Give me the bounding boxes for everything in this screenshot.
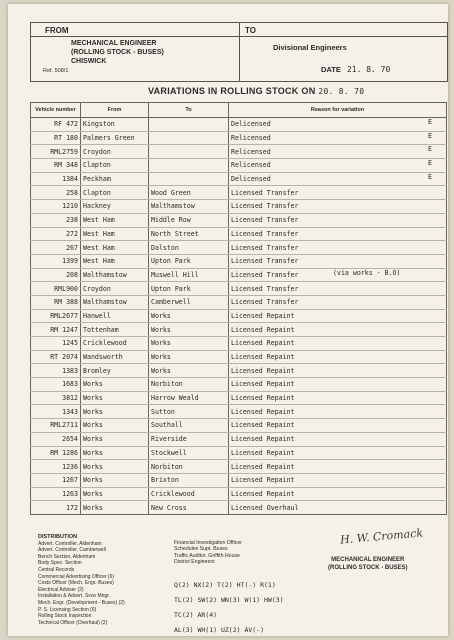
- vehicle-number-cell: RM 1247: [31, 323, 81, 337]
- to-cell: Works: [149, 309, 229, 323]
- to-cell: Dalston: [149, 241, 229, 255]
- financial-recipient-line: District Engineers: [174, 559, 215, 566]
- reason-cell: [229, 131, 447, 145]
- reason-text: Licensed Repaint: [231, 325, 295, 334]
- to-cell: Norbiton: [149, 378, 229, 392]
- table-row: [31, 364, 447, 378]
- reason-cell: [229, 227, 447, 241]
- distribution-line: Rolling Stock Inspection: [38, 613, 92, 620]
- title-date: 20. 8. 70: [318, 87, 365, 96]
- to-cell: Muswell Hill: [149, 268, 229, 282]
- to-cell: Works: [149, 337, 229, 351]
- table-row: [31, 186, 447, 200]
- date-value: 21. 8. 70: [346, 65, 391, 74]
- to-cell: Southall: [149, 419, 229, 433]
- reason-text: Licensed Transfer: [231, 188, 299, 197]
- to-cell: Harrow Weald: [149, 391, 229, 405]
- vehicle-number-cell: 1399: [31, 254, 81, 268]
- reason-text: Licensed Repaint: [231, 407, 295, 416]
- reference-number: Ref. 508/1: [43, 68, 69, 74]
- distribution-line: Costs Officer (Mech. Engr.-Buses): [38, 580, 114, 587]
- vehicle-number-cell: RF 472: [31, 118, 81, 132]
- reason-text: Licensed Repaint: [231, 366, 295, 375]
- vehicle-number-cell: 1210: [31, 200, 81, 214]
- from-cell: Tottenham: [81, 323, 149, 337]
- vehicle-number-cell: 1236: [31, 460, 81, 474]
- vehicle-number-cell: 1343: [31, 405, 81, 419]
- reason-cell: [229, 364, 447, 378]
- to-cell: [149, 172, 229, 186]
- vehicle-number-cell: RML2677: [31, 309, 81, 323]
- distribution-title: DISTRIBUTION: [38, 534, 78, 540]
- from-cell: Wandsworth: [81, 350, 149, 364]
- to-cell: Camberwell: [149, 295, 229, 309]
- from-address: [71, 39, 164, 66]
- table-body: [31, 118, 447, 515]
- table-row: [31, 473, 447, 487]
- table-row: [31, 323, 447, 337]
- from-line-3: CHISWICK: [71, 58, 107, 65]
- to-cell: Norbiton: [149, 460, 229, 474]
- to-cell: Upton Park: [149, 282, 229, 296]
- garage-code-line: AL(3) WH(1) UZ(2) AV(-): [174, 626, 265, 634]
- from-cell: Works: [81, 446, 149, 460]
- distribution-line: Commercial Advertising Officer (6): [38, 573, 115, 580]
- vehicle-number-cell: 2654: [31, 432, 81, 446]
- from-cell: Peckham: [81, 172, 149, 186]
- header-box: [30, 22, 448, 82]
- reason-text: Licensed Transfer: [231, 229, 299, 238]
- to-cell: Brixton: [149, 473, 229, 487]
- reason-text: Licensed Repaint: [231, 462, 295, 471]
- to-cell: Works: [149, 323, 229, 337]
- garage-code-line: TC(2) AR(4): [174, 611, 218, 619]
- vehicle-number-cell: RML2711: [31, 419, 81, 433]
- vehicle-number-cell: 1383: [31, 364, 81, 378]
- table-row: [31, 295, 447, 309]
- header-divider: [239, 23, 240, 81]
- table-row: [31, 254, 447, 268]
- distribution-line: Electrical Adviser (2): [38, 586, 84, 593]
- reason-text: Licensed Transfer: [231, 257, 299, 266]
- financial-recipient-line: Financial Investigation Officer: [174, 540, 242, 546]
- reason-text: Licensed Repaint: [231, 353, 295, 362]
- reason-cell: [229, 159, 447, 173]
- distribution-line: Body Spec. Section: [38, 560, 82, 567]
- distribution-line: Mech. Engr. (Development - Buses) (2): [38, 599, 125, 606]
- reason-text: Licensed Repaint: [231, 394, 295, 403]
- reason-text: Relicensed: [231, 161, 271, 170]
- table-row: [31, 378, 447, 392]
- header-reason: Reason for variation: [229, 103, 447, 118]
- from-cell: West Ham: [81, 213, 149, 227]
- vehicle-number-cell: RML900: [31, 282, 81, 296]
- garage-code-line: Q(2) NX(2) T(2) HT(-) R(1): [174, 581, 276, 589]
- from-cell: Works: [81, 473, 149, 487]
- table-row: [31, 309, 447, 323]
- to-cell: Sutton: [149, 405, 229, 419]
- reason-text: Licensed Repaint: [231, 435, 295, 444]
- table-row: [31, 460, 447, 474]
- table-row: [31, 172, 447, 186]
- reason-text: Licensed Repaint: [231, 421, 295, 430]
- reason-text: Licensed Repaint: [231, 380, 295, 389]
- table-row: [31, 268, 447, 282]
- vehicle-number-cell: RT 2074: [31, 350, 81, 364]
- distribution-line: P. S. Licensing Section (6): [38, 606, 97, 613]
- reason-cell: [229, 378, 447, 392]
- to-rule: [239, 36, 447, 37]
- reason-cell: [229, 446, 447, 460]
- vehicle-number-cell: 3812: [31, 391, 81, 405]
- financial-recipient-line: Schedules Supt. Buses: [174, 546, 228, 553]
- from-cell: Works: [81, 432, 149, 446]
- to-cell: Walthamstow: [149, 200, 229, 214]
- vehicle-number-cell: 1245: [31, 337, 81, 351]
- reason-flag: E: [428, 131, 432, 140]
- title-text: VARIATIONS IN ROLLING STOCK ON: [148, 86, 316, 96]
- from-cell: West Ham: [81, 227, 149, 241]
- from-cell: West Ham: [81, 254, 149, 268]
- reason-cell: [229, 432, 447, 446]
- from-cell: Hackney: [81, 200, 149, 214]
- distribution-line: Advert. Controller, Camberwell: [38, 547, 106, 554]
- reason-text: Delicensed: [231, 120, 271, 129]
- reason-note: (via works - B.O): [333, 268, 401, 277]
- table-header-row: [31, 103, 447, 118]
- from-line-1: MECHANICAL ENGINEER: [71, 40, 157, 47]
- reason-text: Licensed Transfer: [231, 270, 299, 279]
- to-cell: Riverside: [149, 432, 229, 446]
- reason-text: Licensed Transfer: [231, 202, 299, 211]
- signature-title-line-2: (ROLLING STOCK - BUSES): [328, 565, 408, 571]
- reason-text: Licensed Transfer: [231, 243, 299, 252]
- vehicle-number-cell: RM 348: [31, 159, 81, 173]
- to-cell: [149, 145, 229, 159]
- vehicle-number-cell: 258: [31, 186, 81, 200]
- vehicle-number-cell: RML2759: [31, 145, 81, 159]
- distribution-line: Installation & Advert. Svce Mngr.: [38, 593, 110, 600]
- table-row: [31, 159, 447, 173]
- to-cell: Stockwell: [149, 446, 229, 460]
- from-cell: Hanwell: [81, 309, 149, 323]
- vehicle-number-cell: RM 388: [31, 295, 81, 309]
- table-row: [31, 391, 447, 405]
- header-vehicle-number: Vehicle number: [31, 103, 81, 118]
- reason-text: Relicensed: [231, 147, 271, 156]
- from-cell: Palmers Green: [81, 131, 149, 145]
- table-row: [31, 419, 447, 433]
- garage-code-line: TL(2) SW(2) WN(3) W(1) HW(3): [174, 596, 284, 604]
- from-cell: Works: [81, 378, 149, 392]
- table-row: [31, 501, 447, 515]
- from-cell: Works: [81, 391, 149, 405]
- vehicle-number-cell: 1384: [31, 172, 81, 186]
- to-cell: Cricklewood: [149, 487, 229, 501]
- vehicle-number-cell: 267: [31, 241, 81, 255]
- table-row: [31, 145, 447, 159]
- from-cell: Walthamstow: [81, 268, 149, 282]
- to-cell: New Cross: [149, 501, 229, 515]
- from-cell: Clapton: [81, 159, 149, 173]
- from-cell: Works: [81, 405, 149, 419]
- reason-cell: [229, 172, 447, 186]
- reason-cell: [229, 213, 447, 227]
- table-row: [31, 241, 447, 255]
- reason-cell: [229, 295, 447, 309]
- header-from: From: [81, 103, 149, 118]
- distribution-list: [38, 534, 125, 626]
- reason-cell: [229, 460, 447, 474]
- to-cell: Wood Green: [149, 186, 229, 200]
- from-cell: West Ham: [81, 241, 149, 255]
- reason-flag: E: [428, 118, 432, 126]
- table-row: [31, 487, 447, 501]
- from-cell: Clapton: [81, 186, 149, 200]
- reason-text: Licensed Transfer: [231, 216, 299, 225]
- reason-cell: [229, 118, 447, 132]
- to-cell: [149, 131, 229, 145]
- table-row: [31, 446, 447, 460]
- from-line-2: (ROLLING STOCK - BUSES): [71, 49, 164, 56]
- reason-cell: [229, 268, 447, 282]
- reason-text: Licensed Transfer: [231, 284, 299, 293]
- from-cell: Walthamstow: [81, 295, 149, 309]
- from-cell: Works: [81, 419, 149, 433]
- reason-cell: [229, 200, 447, 214]
- to-cell: North Street: [149, 227, 229, 241]
- to-cell: Middle Row: [149, 213, 229, 227]
- distribution-line: Advert. Controller, Aldenham: [38, 540, 102, 547]
- reason-flag: E: [428, 145, 432, 154]
- vehicle-number-cell: RM 1286: [31, 446, 81, 460]
- distribution-line: Central Records: [38, 566, 75, 573]
- financial-recipient-line: Traffic Auditor, Griffith House: [174, 552, 240, 559]
- to-cell: [149, 118, 229, 132]
- from-cell: Croydon: [81, 282, 149, 296]
- from-cell: Cricklewood: [81, 337, 149, 351]
- distribution-line: Technical Officer (Overhaul) (2): [38, 619, 108, 626]
- vehicle-number-cell: RT 180: [31, 131, 81, 145]
- vehicle-number-cell: 1267: [31, 473, 81, 487]
- signature-title-line-1: MECHANICAL ENGINEER: [331, 557, 405, 563]
- to-cell: Works: [149, 364, 229, 378]
- to-label: TO: [245, 26, 256, 35]
- reason-cell: [229, 282, 447, 296]
- distribution-line: Bench Section, Aldenham: [38, 553, 96, 560]
- to-recipient: Divisional Engineers: [273, 43, 347, 52]
- reason-text: Licensed Repaint: [231, 311, 295, 320]
- table-row: [31, 131, 447, 145]
- header-to: To: [149, 103, 229, 118]
- reason-text: Delicensed: [231, 175, 271, 184]
- date-label: DATE: [321, 65, 341, 74]
- table-row: [31, 118, 447, 132]
- reason-cell: [229, 186, 447, 200]
- reason-text: Licensed Repaint: [231, 339, 295, 348]
- table-row: [31, 337, 447, 351]
- vehicle-number-cell: 1683: [31, 378, 81, 392]
- reason-cell: [229, 501, 447, 515]
- table-row: [31, 227, 447, 241]
- document-title: [148, 86, 364, 96]
- variations-table: [30, 102, 447, 515]
- from-cell: Works: [81, 487, 149, 501]
- reason-cell: [229, 309, 447, 323]
- reason-text: Licensed Transfer: [231, 298, 299, 307]
- from-cell: Works: [81, 460, 149, 474]
- vehicle-number-cell: 208: [31, 268, 81, 282]
- to-cell: Upton Park: [149, 254, 229, 268]
- table-row: [31, 282, 447, 296]
- reason-cell: [229, 337, 447, 351]
- distribution-lines: [38, 541, 125, 627]
- garage-codes: [174, 578, 284, 638]
- reason-text: Licensed Overhaul: [231, 503, 299, 512]
- from-label: FROM: [45, 26, 69, 35]
- signature-title: [328, 556, 408, 572]
- reason-cell: [229, 350, 447, 364]
- reason-cell: [229, 419, 447, 433]
- table-row: [31, 350, 447, 364]
- reason-text: Licensed Repaint: [231, 476, 295, 485]
- to-cell: Works: [149, 350, 229, 364]
- from-cell: Kingston: [81, 118, 149, 132]
- reason-cell: [229, 254, 447, 268]
- reason-cell: [229, 487, 447, 501]
- from-rule: [31, 36, 239, 37]
- reason-cell: [229, 241, 447, 255]
- table-row: [31, 200, 447, 214]
- date-block: [321, 65, 390, 74]
- vehicle-number-cell: 172: [31, 501, 81, 515]
- from-cell: Bromley: [81, 364, 149, 378]
- reason-text: Licensed Repaint: [231, 489, 295, 498]
- handwritten-signature: H. W. Cromack: [339, 526, 424, 547]
- from-cell: Works: [81, 501, 149, 515]
- vehicle-number-cell: 238: [31, 213, 81, 227]
- reason-flag: E: [428, 172, 432, 181]
- table-row: [31, 213, 447, 227]
- reason-cell: [229, 391, 447, 405]
- reason-text: Licensed Repaint: [231, 448, 295, 457]
- from-cell: Croydon: [81, 145, 149, 159]
- financial-recipients: [174, 540, 242, 566]
- reason-cell: [229, 323, 447, 337]
- reason-flag: E: [428, 159, 432, 168]
- vehicle-number-cell: 272: [31, 227, 81, 241]
- to-cell: [149, 159, 229, 173]
- reason-cell: [229, 145, 447, 159]
- reason-cell: [229, 473, 447, 487]
- table-row: [31, 405, 447, 419]
- vehicle-number-cell: 1263: [31, 487, 81, 501]
- reason-cell: [229, 405, 447, 419]
- table-row: [31, 432, 447, 446]
- reason-text: Relicensed: [231, 134, 271, 143]
